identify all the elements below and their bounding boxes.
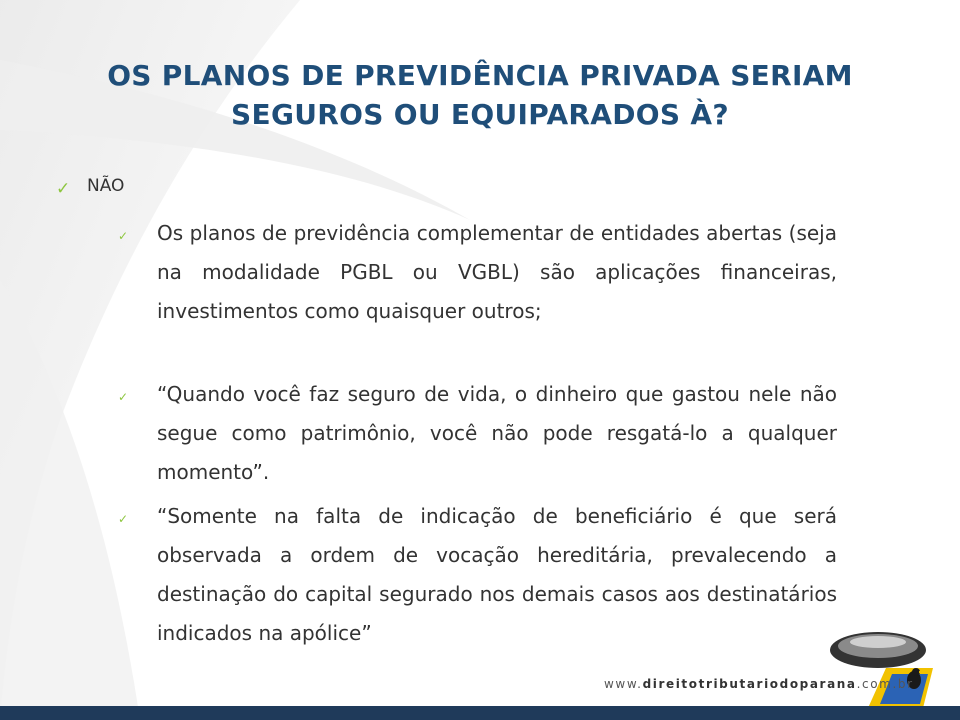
check-icon: ✓ — [118, 229, 129, 243]
logo-eye-icon — [830, 632, 926, 668]
title-line-1: OS PLANOS DE PREVIDÊNCIA PRIVADA SERIAM — [107, 59, 853, 92]
footer-bar — [0, 706, 960, 720]
footer-website-url[interactable] — [604, 677, 914, 691]
bullet-level1-label: NÃO — [87, 176, 125, 196]
bullet-item-2: “Quando você faz seguro de vida, o dinheiro que gastou nele não segue como patrimônio, você não pode resgatá-lo a qualquer momento”. — [157, 382, 837, 484]
url-prefix: www. — [604, 677, 643, 691]
logo — [828, 622, 943, 712]
bullet-item-3: “Somente na falta de indicação de beneficiário é que será observada a ordem de vocação hereditária, prevalecendo a destinação do capital segurado nos demais casos aos destinatários indicados na apólice” — [157, 504, 837, 645]
check-icon: ✓ — [118, 390, 129, 404]
url-suffix: .com.br — [856, 677, 914, 691]
page-title — [20, 56, 940, 134]
bullet-item-1: Os planos de previdência complementar de entidades abertas (seja na modalidade PGBL ou VGBL) são aplicações financeiras, investimentos como quaisquer outros; — [157, 221, 837, 323]
url-brand: direitotributariodoparana — [642, 677, 857, 691]
check-icon: ✓ — [56, 179, 71, 199]
title-line-2: SEGUROS OU EQUIPARADOS À? — [231, 98, 729, 131]
check-icon: ✓ — [118, 512, 129, 526]
